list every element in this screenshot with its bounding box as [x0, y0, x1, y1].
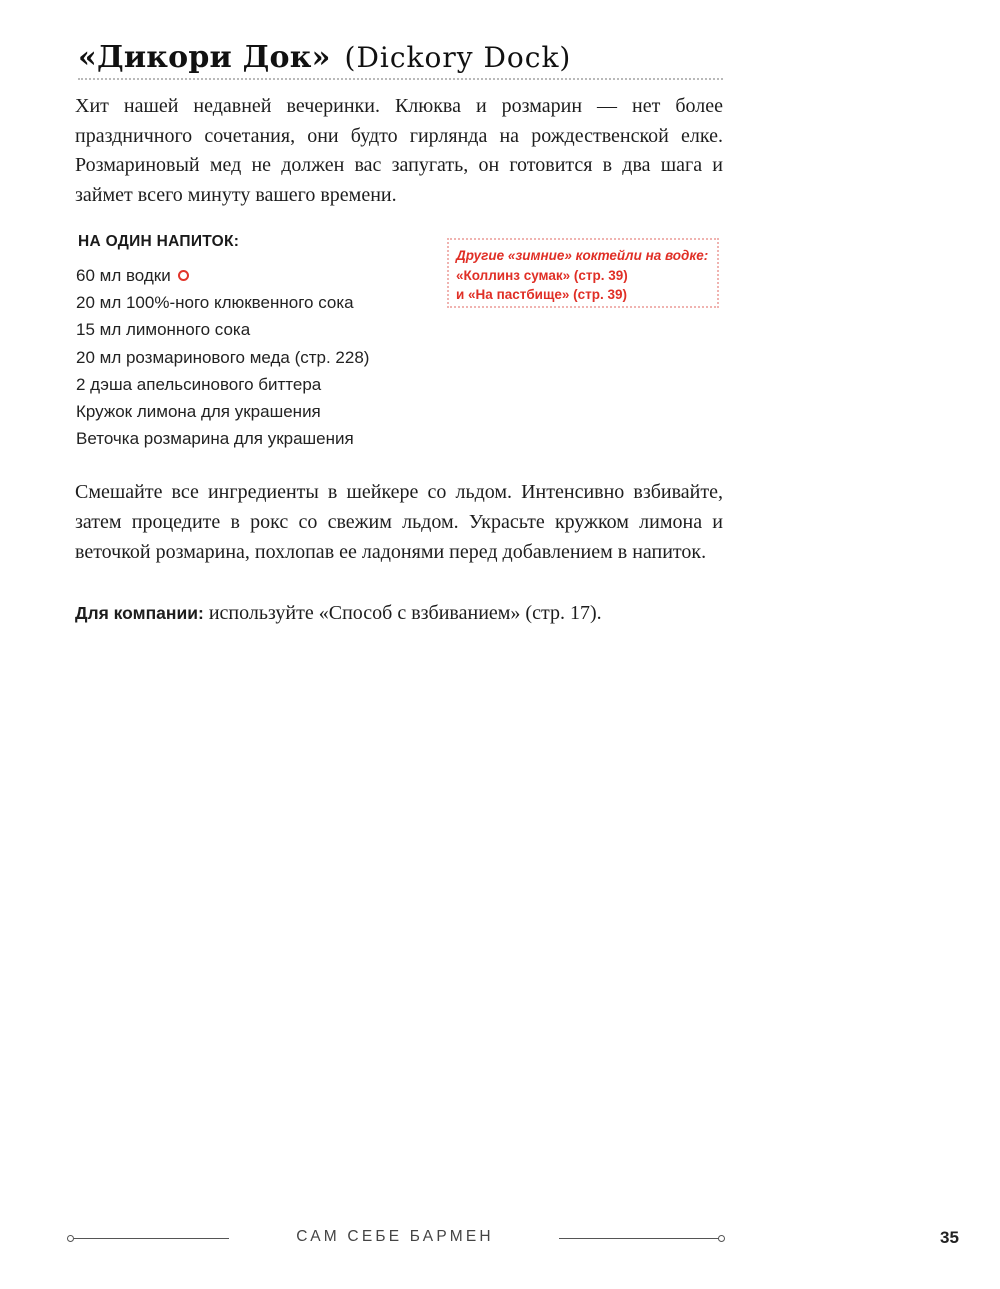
recipe-intro: Хит нашей недавней вечеринки. Клюква и розмарин — нет более праздничного сочетания, они будто гирлянда на рождественской елке. Розмариновый мед не должен вас запугать, он готовится в два шага и займет всего минуту вашего времени.: [75, 95, 723, 206]
related-cocktails-box: [447, 238, 719, 308]
ingredient-item: Кружок лимона для украшения: [76, 401, 321, 421]
ingredient-item: 20 мл 100%-ного клюквенного сока: [76, 293, 354, 313]
footer-ornament-dot: [718, 1235, 725, 1242]
recipe-title-russian: «Дикори Док»: [78, 40, 331, 75]
ingredient-item: 20 мл розмаринового меда (стр. 228): [76, 347, 370, 367]
related-cocktail-link: «Коллинз сумак» (стр. 39): [456, 267, 628, 283]
recipe-title: [78, 40, 723, 82]
circle-marker-icon: [178, 270, 189, 281]
footer-rule-right: [559, 1238, 720, 1239]
party-note-label: Для компании:: [75, 603, 204, 623]
title-dotted-rule: [78, 78, 723, 80]
page-number: 35: [940, 1228, 959, 1247]
related-cocktails-title: Другие «зимние» коктейли на водке:: [456, 248, 709, 263]
ingredient-item: 2 дэша апельсинового биттера: [76, 374, 322, 394]
recipe-title-english: (Dickory Dock): [344, 41, 572, 74]
ingredient-item: 60 мл водки: [76, 262, 369, 289]
ingredient-item: 15 мл лимонного сока: [76, 320, 251, 340]
running-footer-title: САМ СЕБЕ БАРМЕН: [296, 1228, 494, 1245]
recipe-method: Смешайте все ингредиенты в шейкере со льдом. Интенсивно взбивайте, затем процедите в рокс со свежим льдом. Украсьте кружком лимона и веточкой розмарина, похлопав ее ладонями перед добавлением в напиток.: [75, 481, 723, 563]
ingredient-item: Веточка розмарина для украшения: [76, 429, 354, 449]
ingredients-list: [76, 262, 369, 452]
related-cocktail-link: и «На пастбище» (стр. 39): [456, 287, 628, 302]
party-note: [75, 602, 602, 625]
ingredients-heading: НА ОДИН НАПИТОК:: [78, 233, 240, 250]
party-note-text: используйте «Способ с взбиванием» (стр. 17).: [203, 602, 602, 624]
